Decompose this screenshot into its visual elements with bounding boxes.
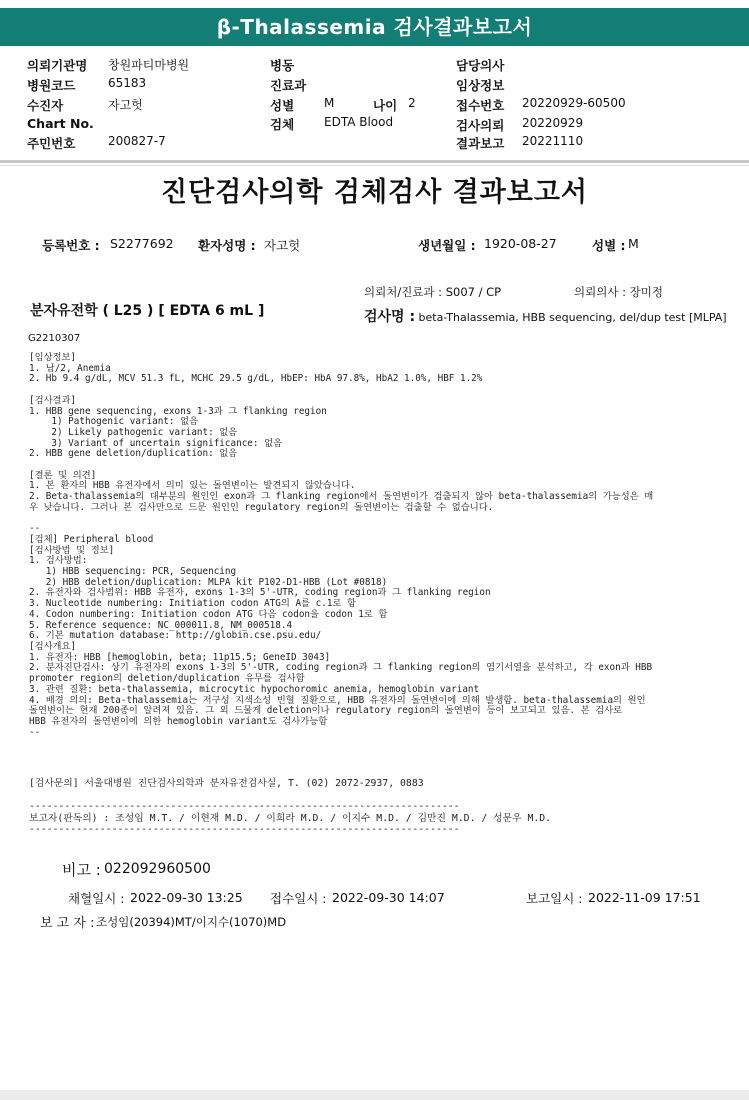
collected-label: 채혈일시 : xyxy=(68,891,125,906)
info-label: 임상정보 xyxy=(456,78,505,93)
info-label: 진료과 xyxy=(270,78,307,93)
info-label: 의뢰기관명 xyxy=(27,58,88,73)
test-name-value: beta-Thalassemia, HBB sequencing, del/dup test [MLPA] xyxy=(418,311,727,324)
department-specimen: 분자유전학 ( L25 ) [ EDTA 6 mL ] xyxy=(30,303,265,319)
test-name-label: 검사명 : xyxy=(364,309,416,325)
info-label: 주민번호 xyxy=(27,136,76,151)
patient-name-label: 환자성명 : xyxy=(198,238,256,253)
reporter-value: 조성임(20394)MT/이지수(1070)MD xyxy=(96,915,287,929)
received-label: 접수일시 : xyxy=(270,891,327,906)
info-label: 접수번호 xyxy=(456,98,505,113)
registration-number: S2277692 xyxy=(110,236,174,251)
info-value: 자고헛 xyxy=(108,98,143,112)
info-value: 창원파티마병원 xyxy=(108,58,190,72)
specimen-code: G2210307 xyxy=(28,333,81,344)
info-value: 20220929 xyxy=(522,116,584,130)
info-value: 2 xyxy=(408,96,416,110)
info-value: 20220929-60500 xyxy=(522,96,626,110)
info-label: Chart No. xyxy=(27,116,94,131)
info-value: 20221110 xyxy=(522,134,584,148)
info-label: 성별 xyxy=(270,98,295,113)
reported-value: 2022-11-09 17:51 xyxy=(588,890,701,905)
contact-reporters-block: [검사문의] 서울대병원 진단검사의학과 분자유전검사실, T. (02) 2072-2937, 0883 ------------------------------------------------------------------------- 보고자(판독의) : 조성임 M.T. / 이현재 M.D. / 이희라 M.D. / 이지수 M.D. / 김만진 M.D. / 성문우 M.D. ------------------------------------------------------------------------- xyxy=(29,778,552,835)
section-divider xyxy=(0,165,749,166)
report-title: 진단검사의학 검체검사 결과보고서 xyxy=(160,177,589,208)
info-value: 65183 xyxy=(108,76,147,90)
info-value: EDTA Blood xyxy=(324,115,394,129)
collected-value: 2022-09-30 13:25 xyxy=(130,890,243,905)
registration-label: 등록번호 : xyxy=(42,238,100,253)
bottom-bar xyxy=(0,1090,749,1100)
dob-label: 생년월일 : xyxy=(418,238,476,253)
report-header-title: β-Thalassemia 검사결과보고서 xyxy=(0,8,749,46)
info-label: 병동 xyxy=(270,58,295,73)
info-value: 200827-7 xyxy=(108,134,166,148)
info-label: 담당의사 xyxy=(456,58,505,73)
test-name-line xyxy=(364,306,727,326)
reporter-label: 보 고 자 : xyxy=(40,916,95,931)
info-label: 검체 xyxy=(270,117,295,132)
info-value: M xyxy=(324,96,335,110)
remarks-value: 022092960500 xyxy=(104,861,211,877)
sex-label: 성별 : xyxy=(592,238,626,253)
requesting-doctor: 의뢰의사 : 장미정 xyxy=(574,285,663,299)
report-body-text: [임상정보] 1. 남/2, Anemia 2. Hb 9.4 g/dL, MCV 51.3 fL, MCHC 29.5 g/dL, HbEP: HbA 97.8%, HbA2 1.0%, HBF 1.2% [검사결과] 1. HBB gene sequencing, exons 1-3과 그 flanking region 1) Pathogenic variant: 없음 2) Likely pathogenic variant: 없음 3) Variant of uncertain significance: 없음 2. HBB gene deletion/duplication: 없음 [결론 및 의견] 1. 본 환자의 HBB 유전자에서 의미 있는 돌연변이는 발견되지 않았습니다. 2. Beta-thalassemia의 대부분의 원인인 exon과 그 flanking region에서 돌연변이가 검출되지 않아 beta-thalassemia의 가능성은 매 우 낮습니다. 그러나 본 검사만으로 드문 원인인 regulatory region의 돌연변이는 검출할 수 없습니다. -- [검체] Peripheral blood [검사방법 및 정보] 1. 검사방법: 1) HBB sequencing: PCR, Sequencing 2) HBB deletion/duplication: MLPA kit P102-D1-HBB (Lot #0818) 2. 유전자와 검사범위: HBB 유전자, exons 1-3의 5'-UTR, coding region과 그 flanking region 3. Nucleotide numbering: Initiation codon ATG의 A를 c.1로 함 4. Codon numbering: Initiation codon ATG 다음 codon을 codon 1로 함 5. Reference sequence: NC_000011.8, NM_000518.4 6. 기본 mutation database: http://globin.cse.psu.edu/ [검사개요] 1. 유전자: HBB [hemoglobin, beta; 11p15.5; GeneID 3043] 2. 분자진단검사: 상기 유전자의 exons 1-3의 5'-UTR, coding region과 그 flanking region의 염기서열을 분석하고, 각 exon과 HBB promoter region의 deletion/duplication 유무를 검사함 3. 관련 질환: beta-thalassemia, microcytic hypochoromic anemia, hemoglobin variant 4. 배경 의의: Beta-thalassemia는 저구성 지색소성 빈혈 질환으로, HBB 유전자의 돌연변이에 의해 발생함. beta-thalassemia의 원인 돌연변이는 현재 200종이 알려져 있음. 그 외 드물게 deletion이나 regulatory region의 돌연변이 등이 보고되고 있음. 본 검사로 HBB 유전자의 돌연변이에 의한 hemoglobin variant도 검사가능함 -- xyxy=(29,352,654,738)
dob-value: 1920-08-27 xyxy=(484,236,557,251)
remarks-label: 비고 : xyxy=(62,861,101,879)
info-label: 결과보고 xyxy=(456,136,505,151)
reported-label: 보고일시 : xyxy=(526,891,583,906)
section-divider xyxy=(0,160,749,163)
sex-value: M xyxy=(628,236,639,251)
info-label: 병원코드 xyxy=(27,78,76,93)
info-label: 나이 xyxy=(373,98,398,113)
requesting-dept: 의뢰처/진료과 : S007 / CP xyxy=(364,285,502,299)
received-value: 2022-09-30 14:07 xyxy=(332,890,445,905)
info-label: 검사의뢰 xyxy=(456,118,505,133)
patient-name: 자고헛 xyxy=(264,238,301,253)
info-label: 수진자 xyxy=(27,98,64,113)
patient-info-grid xyxy=(0,54,749,152)
